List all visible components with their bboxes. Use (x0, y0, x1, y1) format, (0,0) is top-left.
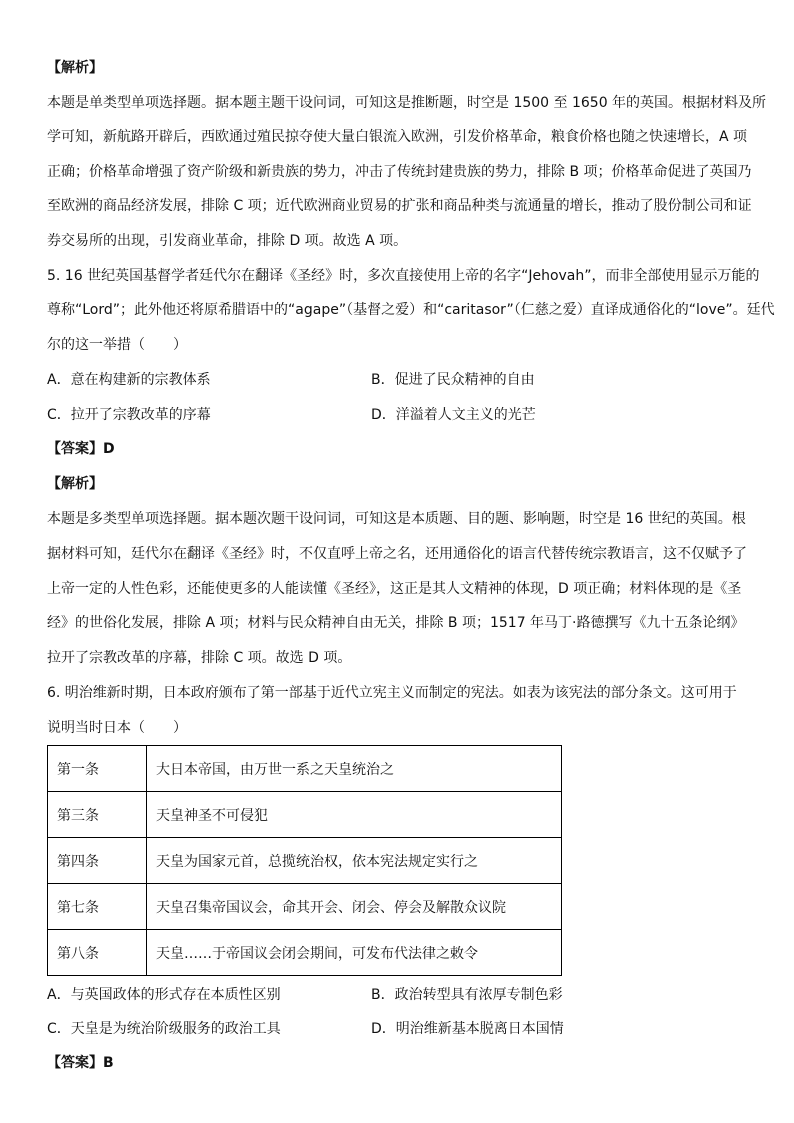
q6-option-b: B．政治转型具有浓厚专制色彩 (371, 987, 563, 1003)
q5-stem-line: 5. 16 世纪英国基督学者廷代尔在翻译《圣经》时，多次直接使用上帝的名字“Jehovah”，而非全部使用显示万能的 (47, 268, 760, 284)
q5-explanation-line: 上帝一定的人性色彩，还能使更多的人能读懂《圣经》，这正是其人文精神的体现，D 项正确；材料体现的是《圣 (47, 581, 742, 597)
q4-explanation-line: 本题是单类型单项选择题。据本题主题干设问词，可知这是推断题，时空是 1500 至 1650 年的英国。根据材料及所 (47, 95, 767, 111)
article-number: 第四条 (48, 838, 147, 884)
q5-stem-line: 尔的这一举措（ ） (47, 337, 187, 353)
q4-explanation-line: 正确；价格革命增强了资产阶级和新贵族的势力，冲击了传统封建贵族的势力，排除 B 项；价格革命促进了英国乃 (47, 164, 752, 180)
article-text: 天皇为国家元首，总揽统治权，依本宪法规定实行之 (147, 838, 562, 884)
q6-stem-line: 说明当时日本（ ） (47, 720, 187, 736)
q5-stem-line: 尊称“Lord”；此外他还将原希腊语中的“agape”（基督之爱）和“caritasor”（仁慈之爱）直译成通俗化的“love”。廷代 (47, 302, 775, 318)
q4-explanation-line: 券交易所的出现，引发商业革命，排除 D 项。故选 A 项。 (47, 233, 408, 249)
q6-answer: 【答案】B (47, 1055, 114, 1071)
table-row (48, 884, 562, 930)
q5-explanation-heading: 【解析】 (47, 476, 103, 492)
q4-explanation-line: 至欧洲的商品经济发展，排除 C 项；近代欧洲商业贸易的扩张和商品种类与流通量的增长，推动了股份制公司和证 (47, 198, 752, 214)
q5-explanation-line: 本题是多类型单项选择题。据本题次题干设问词，可知这是本质题、目的题、影响题，时空是 16 世纪的英国。根 (47, 511, 746, 527)
article-text: 天皇……于帝国议会闭会期间，可发布代法律之敕令 (147, 930, 562, 976)
q5-explanation-line: 拉开了宗教改革的序幕，排除 C 项。故选 D 项。 (47, 650, 352, 666)
table-row (48, 746, 562, 792)
q5-option-c: C．拉开了宗教改革的序幕 (47, 407, 211, 423)
q6-option-c: C．天皇是为统治阶级服务的政治工具 (47, 1021, 281, 1037)
article-number: 第一条 (48, 746, 147, 792)
article-text: 天皇神圣不可侵犯 (147, 792, 562, 838)
q5-explanation-line: 经》的世俗化发展，排除 A 项；材料与民众精神自由无关，排除 B 项；1517 年马丁·路德撰写《九十五条论纲》 (47, 615, 745, 631)
article-text: 大日本帝国，由万世一系之天皇统治之 (147, 746, 562, 792)
table-row (48, 792, 562, 838)
constitution-articles-table (47, 745, 562, 976)
table-row (48, 838, 562, 884)
article-number: 第三条 (48, 792, 147, 838)
table-row (48, 930, 562, 976)
q5-explanation-line: 据材料可知，廷代尔在翻译《圣经》时，不仅直呼上帝之名，还用通俗化的语言代替传统宗教语言，这不仅赋予了 (47, 546, 747, 562)
article-text: 天皇召集帝国议会，命其开会、闭会、停会及解散众议院 (147, 884, 562, 930)
q4-explanation-heading: 【解析】 (47, 60, 103, 76)
q5-option-b: B．促进了民众精神的自由 (371, 372, 535, 388)
q5-option-a: A．意在构建新的宗教体系 (47, 372, 211, 388)
q5-option-d: D．洋溢着人文主义的光芒 (371, 407, 536, 423)
article-number: 第七条 (48, 884, 147, 930)
q5-answer: 【答案】D (47, 441, 115, 457)
article-number: 第八条 (48, 930, 147, 976)
q6-option-a: A．与英国政体的形式存在本质性区别 (47, 987, 281, 1003)
q4-explanation-line: 学可知，新航路开辟后，西欧通过殖民掠夺使大量白银流入欧洲，引发价格革命，粮食价格也随之快速增长，A 项 (47, 129, 748, 145)
q6-stem-line: 6. 明治维新时期，日本政府颁布了第一部基于近代立宪主义而制定的宪法。如表为该宪法的部分条文。这可用于 (47, 685, 737, 701)
q6-option-d: D．明治维新基本脱离日本国情 (371, 1021, 564, 1037)
